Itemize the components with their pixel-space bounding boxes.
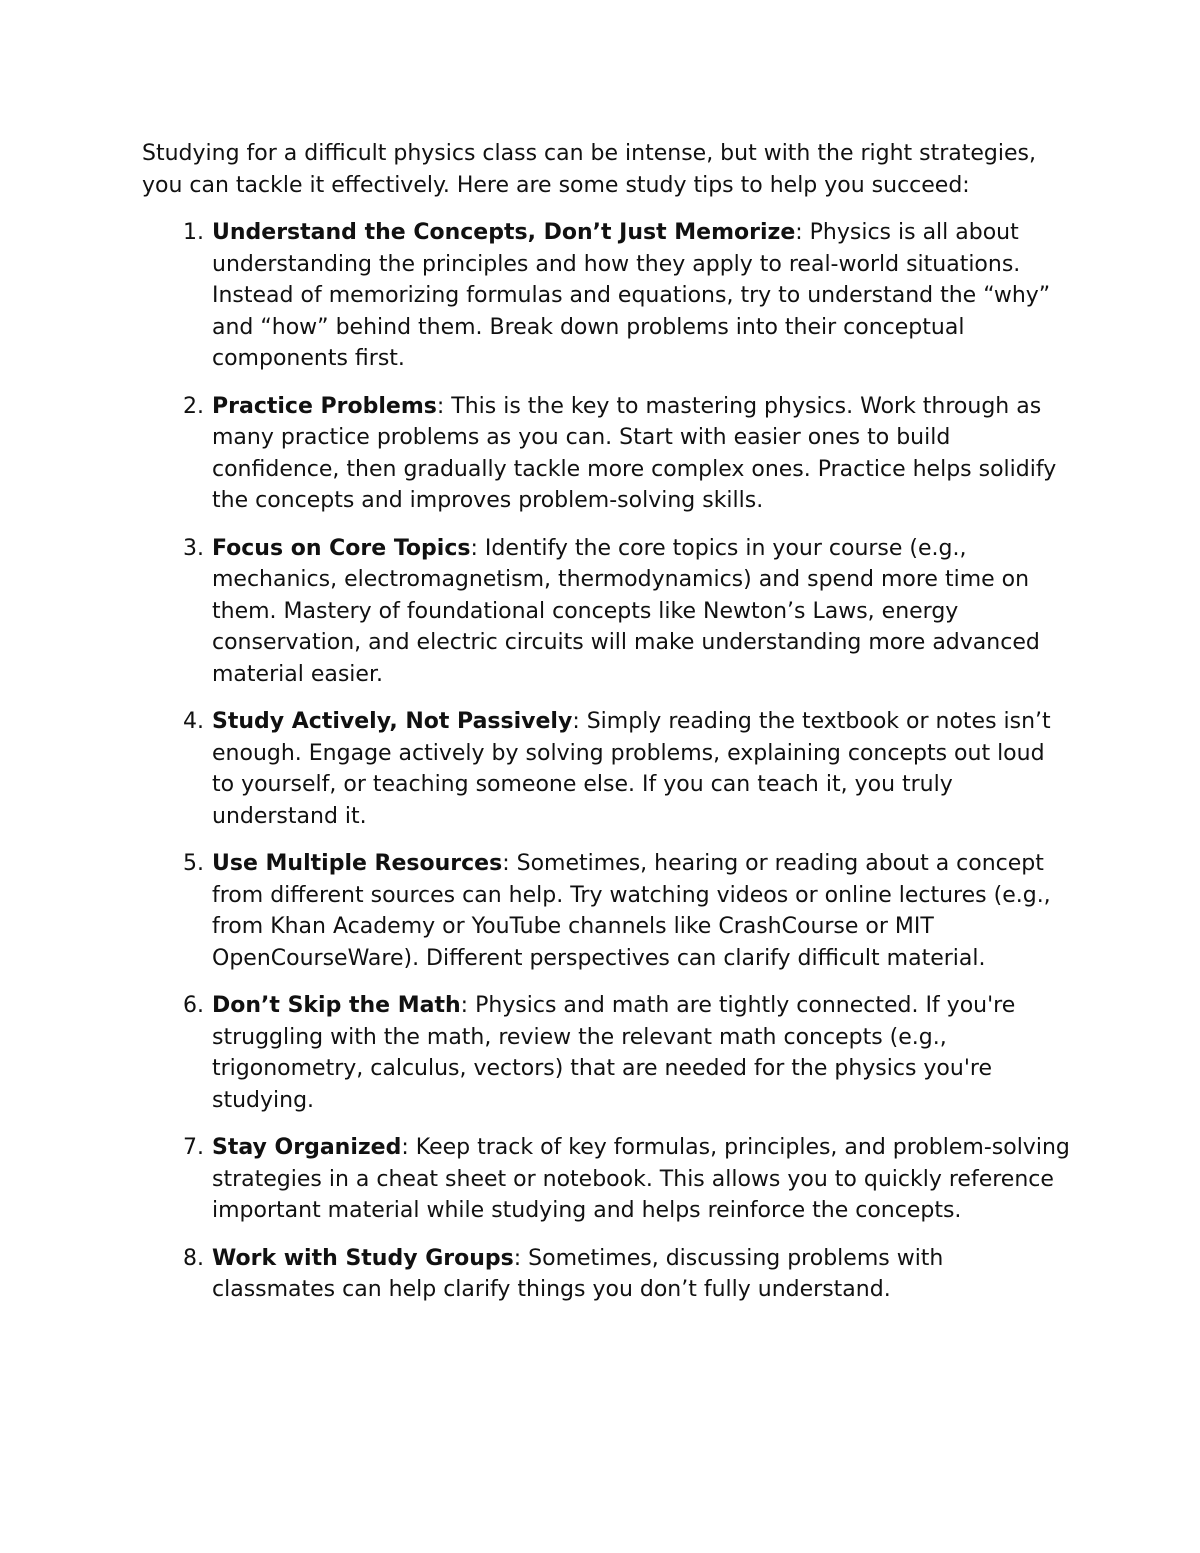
list-item: [142, 706, 1072, 832]
list-item-number: 6.: [183, 993, 204, 1018]
tips-list: [142, 217, 1072, 1306]
list-item-term: Understand the Concepts, Don’t Just Memorize: [212, 220, 796, 245]
list-item-text: : Physics is all about understanding the principles and how they apply to real-world situations. Instead of memorizing formulas and equations, try to understand the “why” and “how” behind them. Break down problems into their conceptual components first.: [212, 220, 1051, 371]
list-item-term: Use Multiple Resources: [212, 851, 503, 876]
list-item: [142, 391, 1072, 517]
list-item-text: : Keep track of key formulas, principles, and problem-solving strategies in a cheat sheet or notebook. This allows you to quickly reference important material while studying and helps reinforce the concepts.: [212, 1135, 1070, 1223]
list-item-text: : This is the key to mastering physics. Work through as many practice problems as you can. Start with easier ones to build confidence, then gradually tackle more complex ones. Practice helps solidify the concepts and improves problem-solving skills.: [212, 393, 1057, 513]
list-item-text: : Simply reading the textbook or notes isn’t enough. Engage actively by solving problems, explaining concepts out loud to yourself, or teaching someone else. If you can teach it, you truly understand it.: [212, 709, 1051, 829]
list-item: [142, 1132, 1072, 1227]
list-item-term: Practice Problems: [212, 393, 437, 419]
list-item-text: : Sometimes, hearing or reading about a concept from different sources can help. Try watching videos or online lectures (e.g., from Khan Academy or YouTube channels like CrashCourse or MIT OpenCourseWare). Different perspectives can clarify difficult material.: [212, 851, 1051, 971]
list-item-number: 7.: [183, 1135, 204, 1160]
list-item-term: Study Actively, Not Passively: [212, 709, 573, 734]
list-item-number: 4.: [183, 709, 204, 734]
list-item-text: : Physics and math are tightly connected. If you're struggling with the math, review the relevant math concepts (e.g., trigonometry, calculus, vectors) that are needed for the physics you're studying.: [212, 993, 1016, 1113]
list-item-number: 3.: [183, 535, 204, 561]
list-item-number: 1.: [183, 220, 204, 245]
list-item-number: 2.: [183, 393, 204, 419]
intro-paragraph: Studying for a difficult physics class can be intense, but with the right strategies, you can tackle it effectively. Here are some study tips to help you succeed:: [142, 141, 1036, 198]
list-item-text: : Sometimes, discussing problems with classmates can help clarify things you don’t fully understand.: [212, 1245, 944, 1302]
document-body: [142, 138, 1072, 1322]
list-item: [142, 217, 1072, 375]
list-item: [142, 848, 1072, 974]
list-item-term: Work with Study Groups: [212, 1245, 514, 1271]
list-item-term: Stay Organized: [212, 1135, 402, 1160]
list-item: [142, 1243, 1072, 1306]
list-item-number: 8.: [183, 1245, 204, 1271]
list-item-term: Focus on Core Topics: [212, 535, 471, 561]
list-item: [142, 990, 1072, 1116]
list-item-number: 5.: [183, 851, 204, 876]
list-item: [142, 533, 1072, 691]
list-item-text: : Identify the core topics in your course (e.g., mechanics, electromagnetism, thermodynamics) and spend more time on them. Mastery of foundational concepts like Newton’s Laws, energy conservation, and electric circuits will make understanding more advanced material easier.: [212, 535, 1040, 687]
list-item-term: Don’t Skip the Math: [212, 993, 461, 1018]
